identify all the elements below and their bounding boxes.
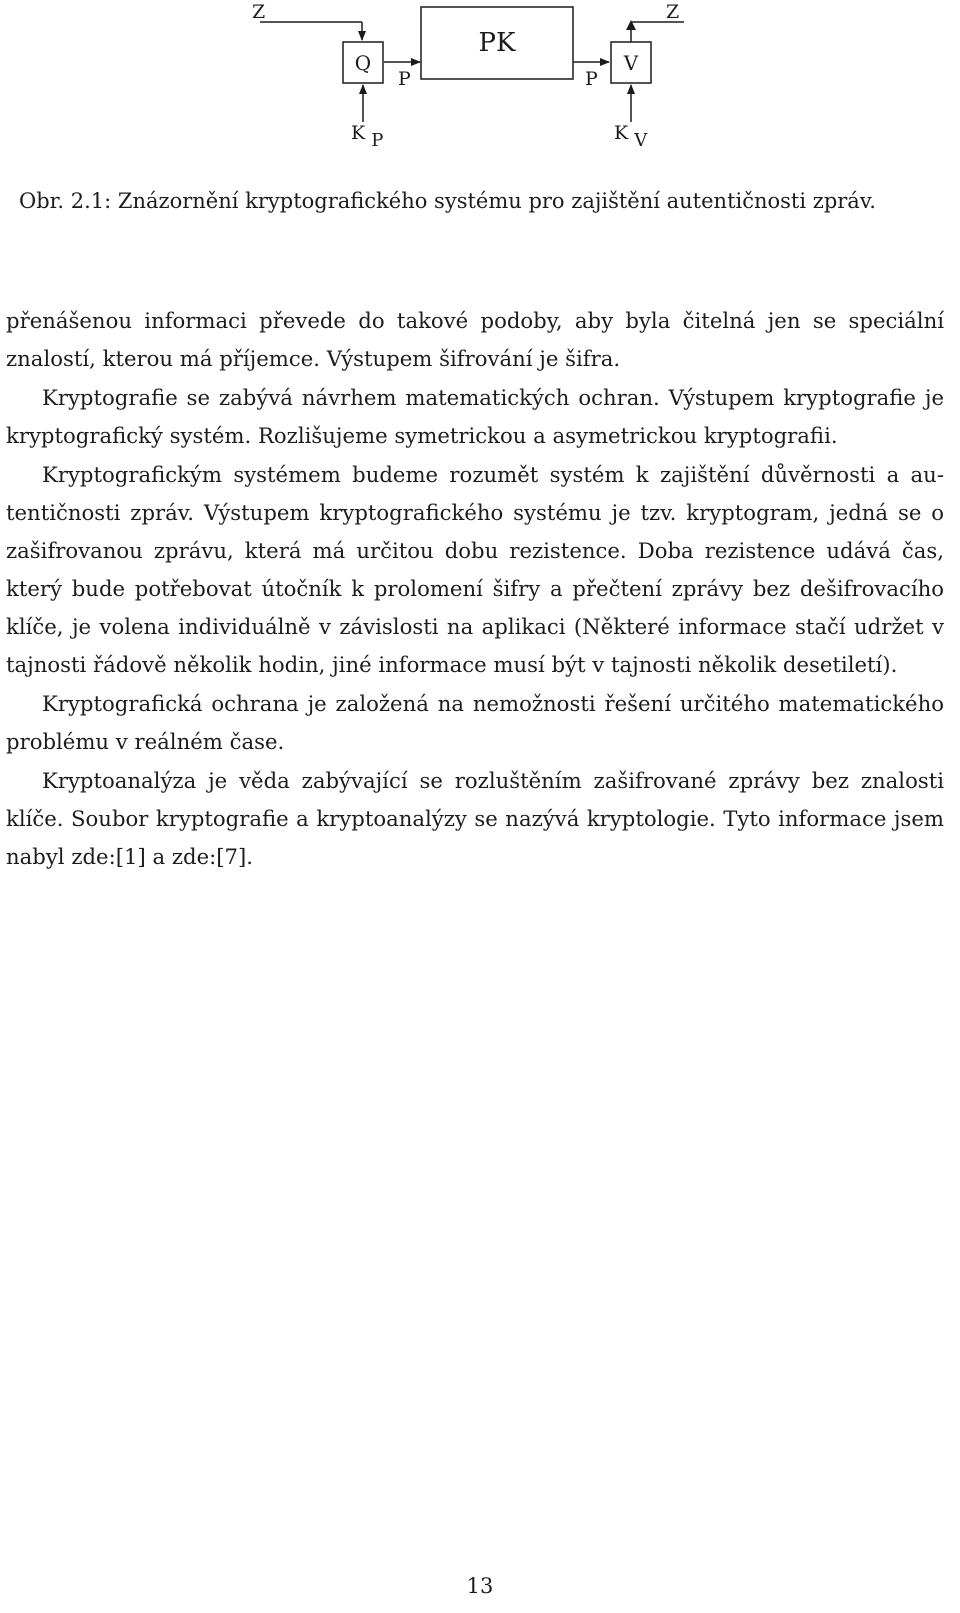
q-block-label: Q	[354, 51, 372, 75]
kp-label	[351, 122, 383, 151]
paragraph-2: Kryptografie se zabývá návrhem matematických ochran. Výstupem kryptografie je kryptografický systém. Rozlišujeme symetrickou a asymetrickou kryptografii.	[6, 385, 944, 448]
kv-label	[614, 122, 648, 151]
crypto-system-diagram	[0, 0, 960, 160]
paragraph-5: Kryptoanalýza je věda zabývající se rozluštěním zašifrované zprávy bez znalosti klíče. Soubor kryptografie a kryptoanalýzy se nazývá kryptologie. Tyto informace jsem nabyl zde:[1] a zde:[7].	[6, 768, 944, 869]
kv-label-base: K	[614, 122, 629, 144]
pk-block-label: PK	[478, 28, 516, 58]
z-left-label: Z	[252, 1, 266, 23]
page-number: 13	[466, 1574, 494, 1598]
kp-label-base: K	[351, 122, 366, 144]
p-left-label: P	[398, 68, 411, 90]
figure-caption: Obr. 2.1: Znázornění kryptografického systému pro zajištění autentičnosti zpráv.	[19, 189, 876, 213]
body-text	[6, 302, 944, 877]
kv-label-sub: V	[634, 130, 648, 151]
paragraph-3: Kryptografickým systémem budeme rozumět systém k zajištění důvěrnosti a autentičnosti zpráv. Výstupem kryptografického systému je tzv. kryptogram, jedná se o zašifrovanou zprávu, která má určitou dobu rezistence. Doba rezistence udává čas, který bude potřebovat útočník k prolomení šifry a přečtení zprávy bez dešifrovacího klíče, je volena individuálně v závislosti na aplikaci (Některé informace stačí udržet v tajnosti řádově několik hodin, jiné informace musí být v tajnosti několik desetiletí).	[6, 462, 944, 677]
kp-label-sub: P	[371, 130, 384, 151]
p-right-label: P	[585, 68, 598, 90]
paragraph-1: přenášenou informaci převede do takové podoby, aby byla čitelná jen se speciální znalostí, kterou má příjemce. Výstupem šifrování je šifra.	[6, 308, 944, 371]
v-block-label: V	[623, 51, 639, 75]
z-right-label: Z	[666, 1, 680, 23]
paragraph-4: Kryptografická ochrana je založená na nemožnosti řešení určitého matematického problému v reálném čase.	[6, 691, 944, 754]
